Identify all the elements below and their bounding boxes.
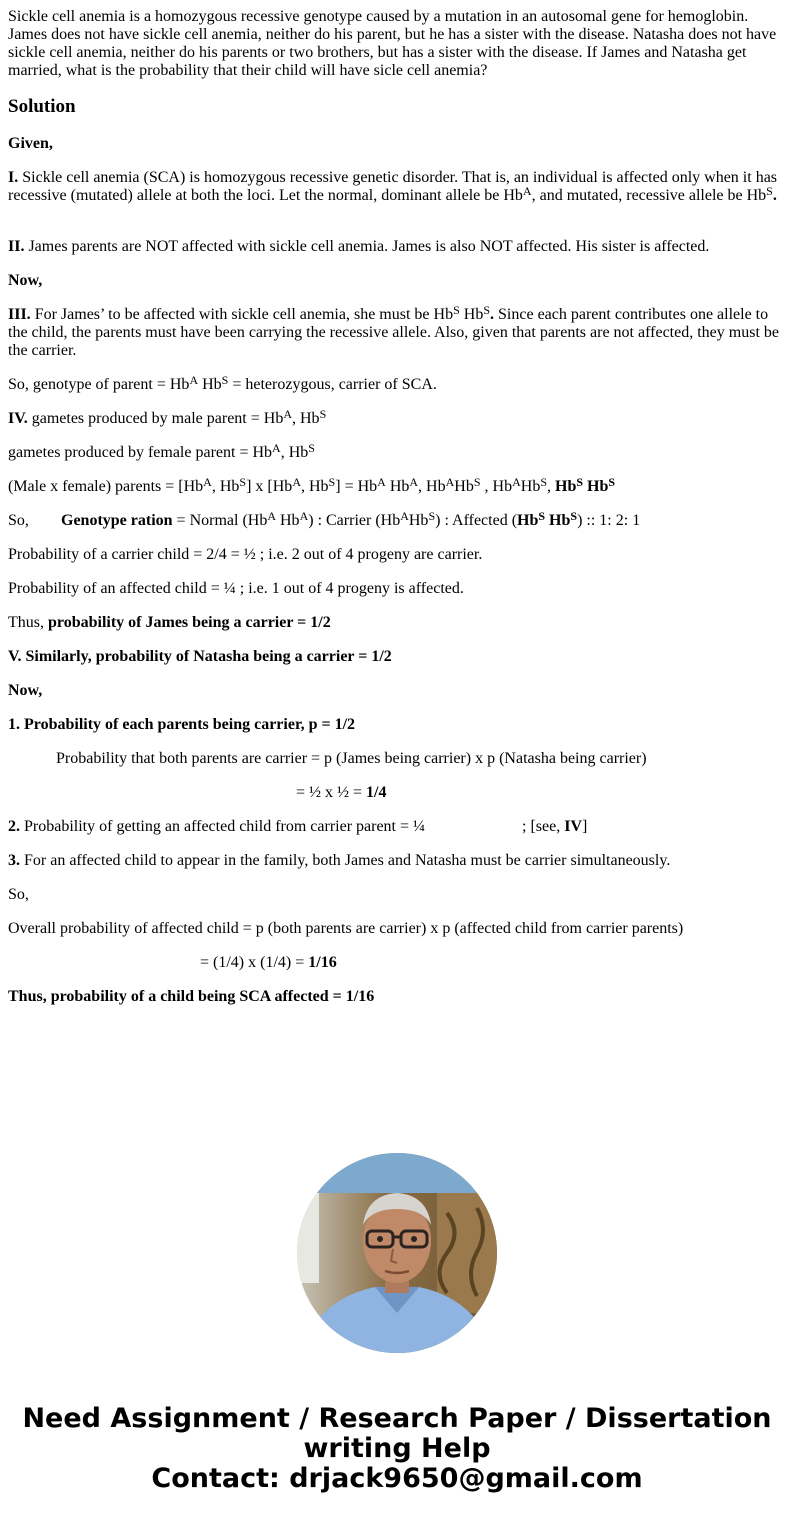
prob-affected-line: Probability of an affected child = ¼ ; i.e. 1 out of 4 progeny is affected.	[8, 580, 464, 597]
prob-carrier-line: Probability of a carrier child = 2/4 = ½ ; i.e. 2 out of 4 progeny are carrier.	[8, 546, 483, 563]
so-label: So,	[8, 886, 29, 903]
overall-line: Overall probability of affected child = p (both parents are carrier) x p (affected child from carrier parents)	[8, 920, 684, 937]
step-1: 1. Probability of each parents being carrier, p = 1/2	[8, 716, 356, 733]
step-2: 2. Probability of getting an affected child from carrier parent = ¼ ; [see, IV]	[8, 818, 588, 835]
point-1: I. Sickle cell anemia (SCA) is homozygous recessive genetic disorder. That is, an individual is affected only when it has recessive (mutated) allele at both the loci. Let the normal, dominant allele be $Hb^A$, and mutated, recessive allele be $Hb^S$.	[8, 169, 778, 204]
genotype-line: So, genotype of parent = $Hb^A$ $Hb^S$ = heterozygous, carrier of SCA.	[8, 373, 437, 393]
author-photo	[297, 1153, 497, 1353]
conclusion-line: Thus, probability of a child being SCA affected = 1/16	[8, 988, 375, 1005]
step-1-sub: Probability that both parents are carrier = p (James being carrier) x p (Natasha being carrier)	[56, 750, 647, 767]
question-text: Sickle cell anemia is a homozygous recessive genotype caused by a mutation in an autosomal gene for hemoglobin. James does not have sickle cell anemia, neither do his parent, but he has a sister with the disease. Natasha does not have sickle cell anemia, neither do his parents or two brothers, but has a sister with the disease. If James and Natasha get married, what is the probability that their child will have sicle cell anemia?	[8, 8, 777, 79]
point-2: II. James parents are NOT affected with sickle cell anemia. James is also NOT affected. His sister is affected.	[8, 238, 710, 255]
footer-line-1: Need Assignment / Research Paper / Dissertation	[22, 1403, 772, 1434]
step-1-calc: = ½ x ½ = 1/4	[296, 784, 387, 801]
footer-banner	[0, 1404, 794, 1494]
overall-calc: = (1/4) x (1/4) = 1/16	[200, 954, 337, 971]
author-photo-image	[297, 1153, 497, 1353]
footer-contact: Contact: drjack9650@gmail.com	[151, 1463, 643, 1494]
point-4: IV. gametes produced by male parent = $Hb^A$, $Hb^S$	[8, 407, 327, 427]
now-label: Now,	[8, 272, 43, 289]
solution-heading: Solution	[8, 96, 76, 117]
genotype-ratio-line: So, Genotype ration = Normal ($Hb^A$ $Hb^A$) : Carrier $(Hb^AHb^S)$ : Affected ($Hb^S$ $Hb^S$) :: 1: 2: 1	[8, 509, 641, 529]
point-3: III. For James’ to be affected with sickle cell anemia, she must be $Hb^S$ $Hb^S$. Since each parent contributes one allele to the child, the parents must have been carrying the recessive allele. Also, given that parents are not affected, they must be the carrier.	[8, 303, 779, 359]
step-3: 3. For an affected child to appear in the family, both James and Natasha must be carrier simultaneously.	[8, 852, 671, 869]
female-gametes-line: gametes produced by female parent = $Hb^A$, $Hb^S$	[8, 441, 315, 461]
cross-line: (Male x female) parents = [$Hb^A$, $Hb^S$] x [$Hb^A$, $Hb^S] = Hb^A$ $Hb^A$, $Hb^AHb^S$ , $Hb^AHb^S$, $Hb^S$ $Hb^S$	[8, 475, 616, 495]
thus-james-line: Thus, probability of James being a carrier = 1/2	[8, 614, 331, 631]
footer-line-2: writing Help	[303, 1433, 491, 1464]
point-5: V. Similarly, probability of Natasha being a carrier = 1/2	[8, 648, 392, 665]
now-label-2: Now,	[8, 682, 43, 699]
given-label: Given,	[8, 135, 53, 152]
